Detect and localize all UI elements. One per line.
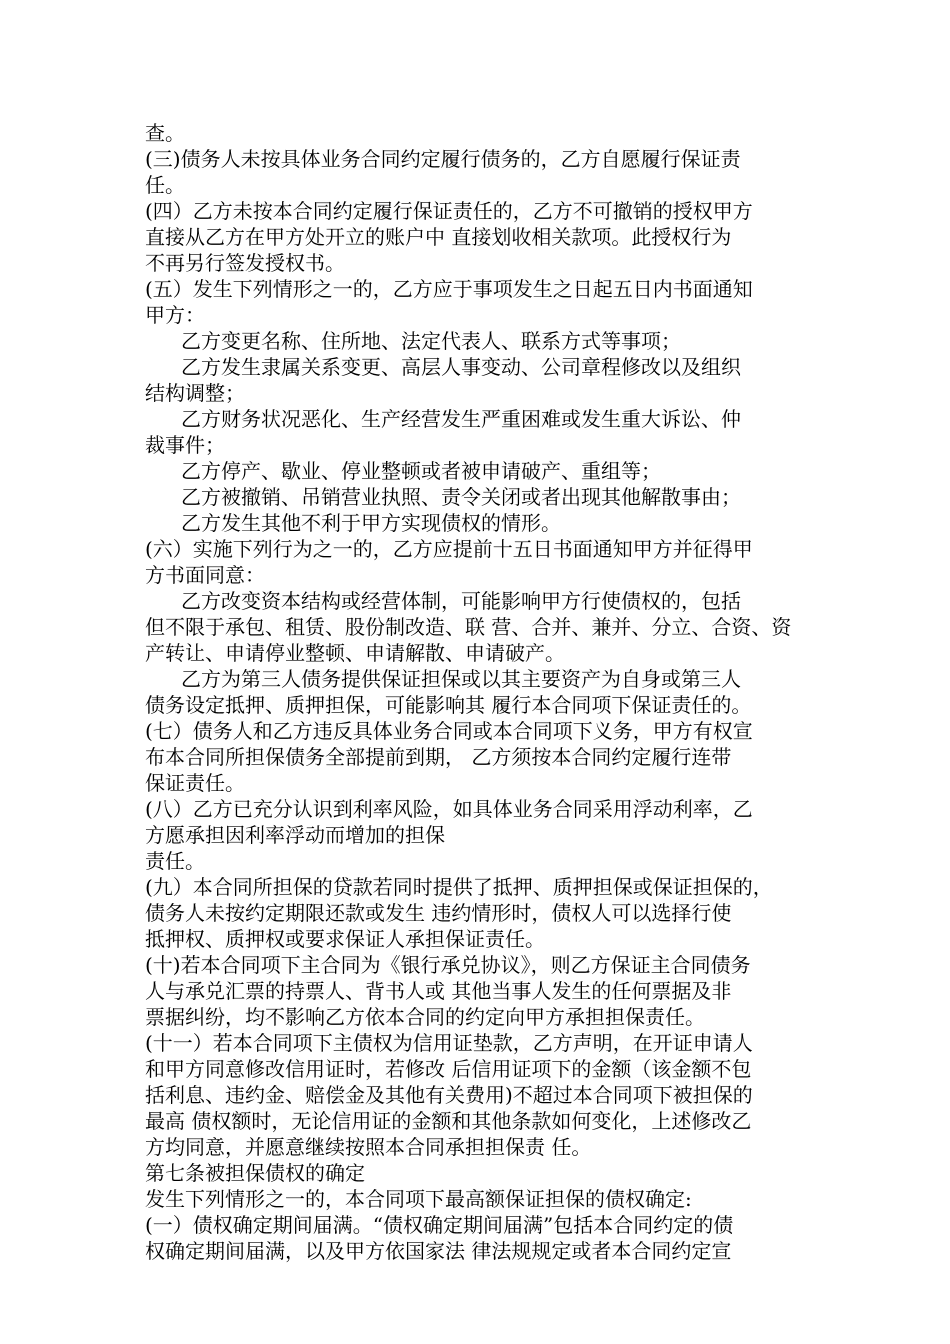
document-line: (七）债务人和乙方违反具体业务合同或本合同项下义务，甲方有权宣: [145, 719, 753, 743]
document-line: 抵押权、质押权或要求保证人承担保证责任。: [145, 927, 545, 951]
document-line: 乙方被撤销、吊销营业执照、责令关闭或者出现其他解散事由；: [181, 485, 741, 509]
document-line: (一）债权确定期间届满。“债权确定期间届满”包括本合同约定的债: [145, 1213, 734, 1237]
document-line: 乙方改变资本结构或经营体制，可能影响甲方行使债权的，包括: [181, 589, 741, 613]
document-line: 乙方财务状况恶化、生产经营发生严重困难或发生重大诉讼、仲: [181, 407, 741, 431]
document-line: 乙方变更名称、住所地、法定代表人、联系方式等事项；: [181, 329, 681, 353]
document-line: 乙方发生其他不利于甲方实现债权的情形。: [181, 511, 561, 535]
document-line: 保证责任。: [145, 771, 245, 795]
document-line: 第七条被担保债权的确定: [145, 1161, 365, 1185]
document-line: 布本合同所担保债务全部提前到期， 乙方须按本合同约定履行连带: [145, 745, 732, 769]
document-line: 乙方停产、歇业、停业整顿或者被申请破产、重组等；: [181, 459, 661, 483]
document-line: (三)债务人未按具体业务合同约定履行债务的，乙方自愿履行保证责: [145, 147, 741, 171]
document-line: 最高 债权额时，无论信用证的金额和其他条款如何变化，上述修改乙: [145, 1109, 752, 1133]
document-line: (十一）若本合同项下主债权为信用证垫款，乙方声明，在开证申请人: [145, 1031, 753, 1055]
document-line: 结构调整；: [145, 381, 245, 405]
document-line: 不再另行签发授权书。: [145, 251, 345, 275]
document-line: (四）乙方未按本合同约定履行保证责任的，乙方不可撤销的授权甲方: [145, 199, 753, 223]
document-line: 票据纠纷，均不影响乙方依本合同的约定向甲方承担担保责任。: [145, 1005, 705, 1029]
document-line: (八）乙方已充分认识到利率风险，如具体业务合同采用浮动利率，乙: [145, 797, 753, 821]
document-page: [145, 120, 807, 1264]
document-line: 裁事件；: [145, 433, 225, 457]
document-line: 甲方：: [145, 303, 205, 327]
document-line: 查。: [145, 121, 185, 145]
document-line: 方愿承担因利率浮动而增加的担保: [145, 823, 445, 847]
document-line: 人与承兑汇票的持票人、背书人或 其他当事人发生的任何票据及非: [145, 979, 732, 1003]
document-line: 和甲方同意修改信用证时，若修改 后信用证项下的金额（该金额不包: [145, 1057, 752, 1081]
document-line: 债务设定抵押、质押担保，可能影响其 履行本合同项下保证责任的。: [145, 693, 752, 717]
document-line: 权确定期间届满，以及甲方依国家法 律法规规定或者本合同约定宣: [145, 1239, 732, 1263]
document-line: 方书面同意：: [145, 563, 265, 587]
document-line: 责任。: [145, 849, 205, 873]
document-line: 乙方为第三人债务提供保证担保或以其主要资产为自身或第三人: [181, 667, 741, 691]
document-line: 直接从乙方在甲方处开立的账户中 直接划收相关款项。此授权行为: [145, 225, 732, 249]
document-line: 发生下列情形之一的，本合同项下最高额保证担保的债权确定:: [145, 1187, 692, 1211]
document-line: 债务人未按约定期限还款或发生 违约情形时，债权人可以选择行使: [145, 901, 732, 925]
document-line: 括利息、违约金、赔偿金及其他有关费用)不超过本合同项下被担保的: [145, 1083, 753, 1107]
document-line: (六）实施下列行为之一的，乙方应提前十五日书面通知甲方并征得甲: [145, 537, 753, 561]
document-line: (九）本合同所担保的贷款若同时提供了抵押、质押担保或保证担保的，: [145, 875, 773, 899]
document-line: 方均同意，并愿意继续按照本合同承担担保责 任。: [145, 1135, 592, 1159]
document-line: 任。: [145, 173, 185, 197]
document-line: (五）发生下列情形之一的，乙方应于事项发生之日起五日内书面通知: [145, 277, 753, 301]
document-line: 乙方发生隶属关系变更、高层人事变动、公司章程修改以及组织: [181, 355, 741, 379]
document-line: 但不限于承包、租赁、股份制改造、联 营、合并、兼并、分立、合资、资: [145, 615, 792, 639]
document-line: 产转让、申请停业整顿、申请解散、申请破产。: [145, 641, 565, 665]
document-line: (十)若本合同项下主合同为《银行承兑协议》，则乙方保证主合同债务: [145, 953, 751, 977]
